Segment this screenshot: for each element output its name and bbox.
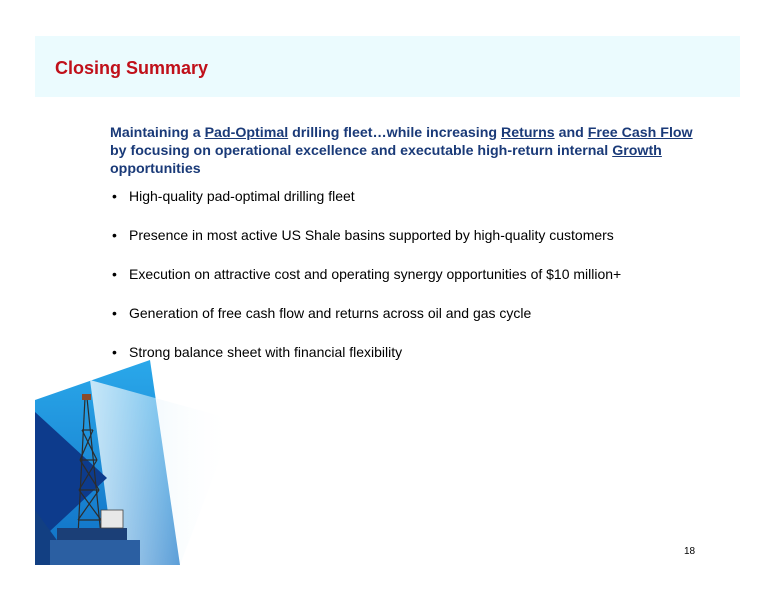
list-item <box>110 187 730 226</box>
headline-text-4: by focusing on operational excellence and executable high-return internal <box>110 143 613 159</box>
list-item-text: Execution on attractive cost and operating synergy opportunities of $10 million+ <box>129 266 622 282</box>
bullet-icon: • <box>112 344 117 360</box>
header-band <box>35 36 740 97</box>
list-item <box>110 265 730 304</box>
rig-cabin <box>101 510 123 528</box>
headline-text-1: Maintaining a <box>110 125 205 141</box>
headline-underline-returns: Returns <box>501 125 555 141</box>
rig-floor <box>57 528 127 540</box>
rig-base <box>50 540 140 565</box>
list-item-text: Presence in most active US Shale basins supported by high-quality customers <box>129 227 614 243</box>
headline-underline-free-cash-flow: Free Cash Flow <box>587 125 693 141</box>
list-item <box>110 304 730 343</box>
drilling-rig-graphic <box>35 360 235 565</box>
headline-text-5: opportunities <box>110 161 201 177</box>
headline-text-2: drilling fleet…while increasing <box>288 125 502 141</box>
list-item-text: Generation of free cash flow and returns across oil and gas cycle <box>129 305 532 321</box>
bullet-list <box>110 187 730 382</box>
headline-underline-pad-optimal: Pad-Optimal <box>204 125 289 141</box>
headline-text-3: and <box>554 125 588 141</box>
headline-statement <box>110 124 710 178</box>
derrick-crown <box>82 394 91 400</box>
list-item-text: Strong balance sheet with financial flexibility <box>129 344 403 360</box>
page-title: Closing Summary <box>55 58 209 78</box>
list-item-text: High-quality pad-optimal drilling fleet <box>129 188 355 204</box>
list-item <box>110 226 730 265</box>
headline-underline-growth: Growth <box>612 143 662 159</box>
bullet-icon: • <box>112 266 117 282</box>
bullet-icon: • <box>112 188 117 204</box>
page-number: 18 <box>684 546 696 557</box>
bullet-icon: • <box>112 227 117 243</box>
bullet-icon: • <box>112 305 117 321</box>
